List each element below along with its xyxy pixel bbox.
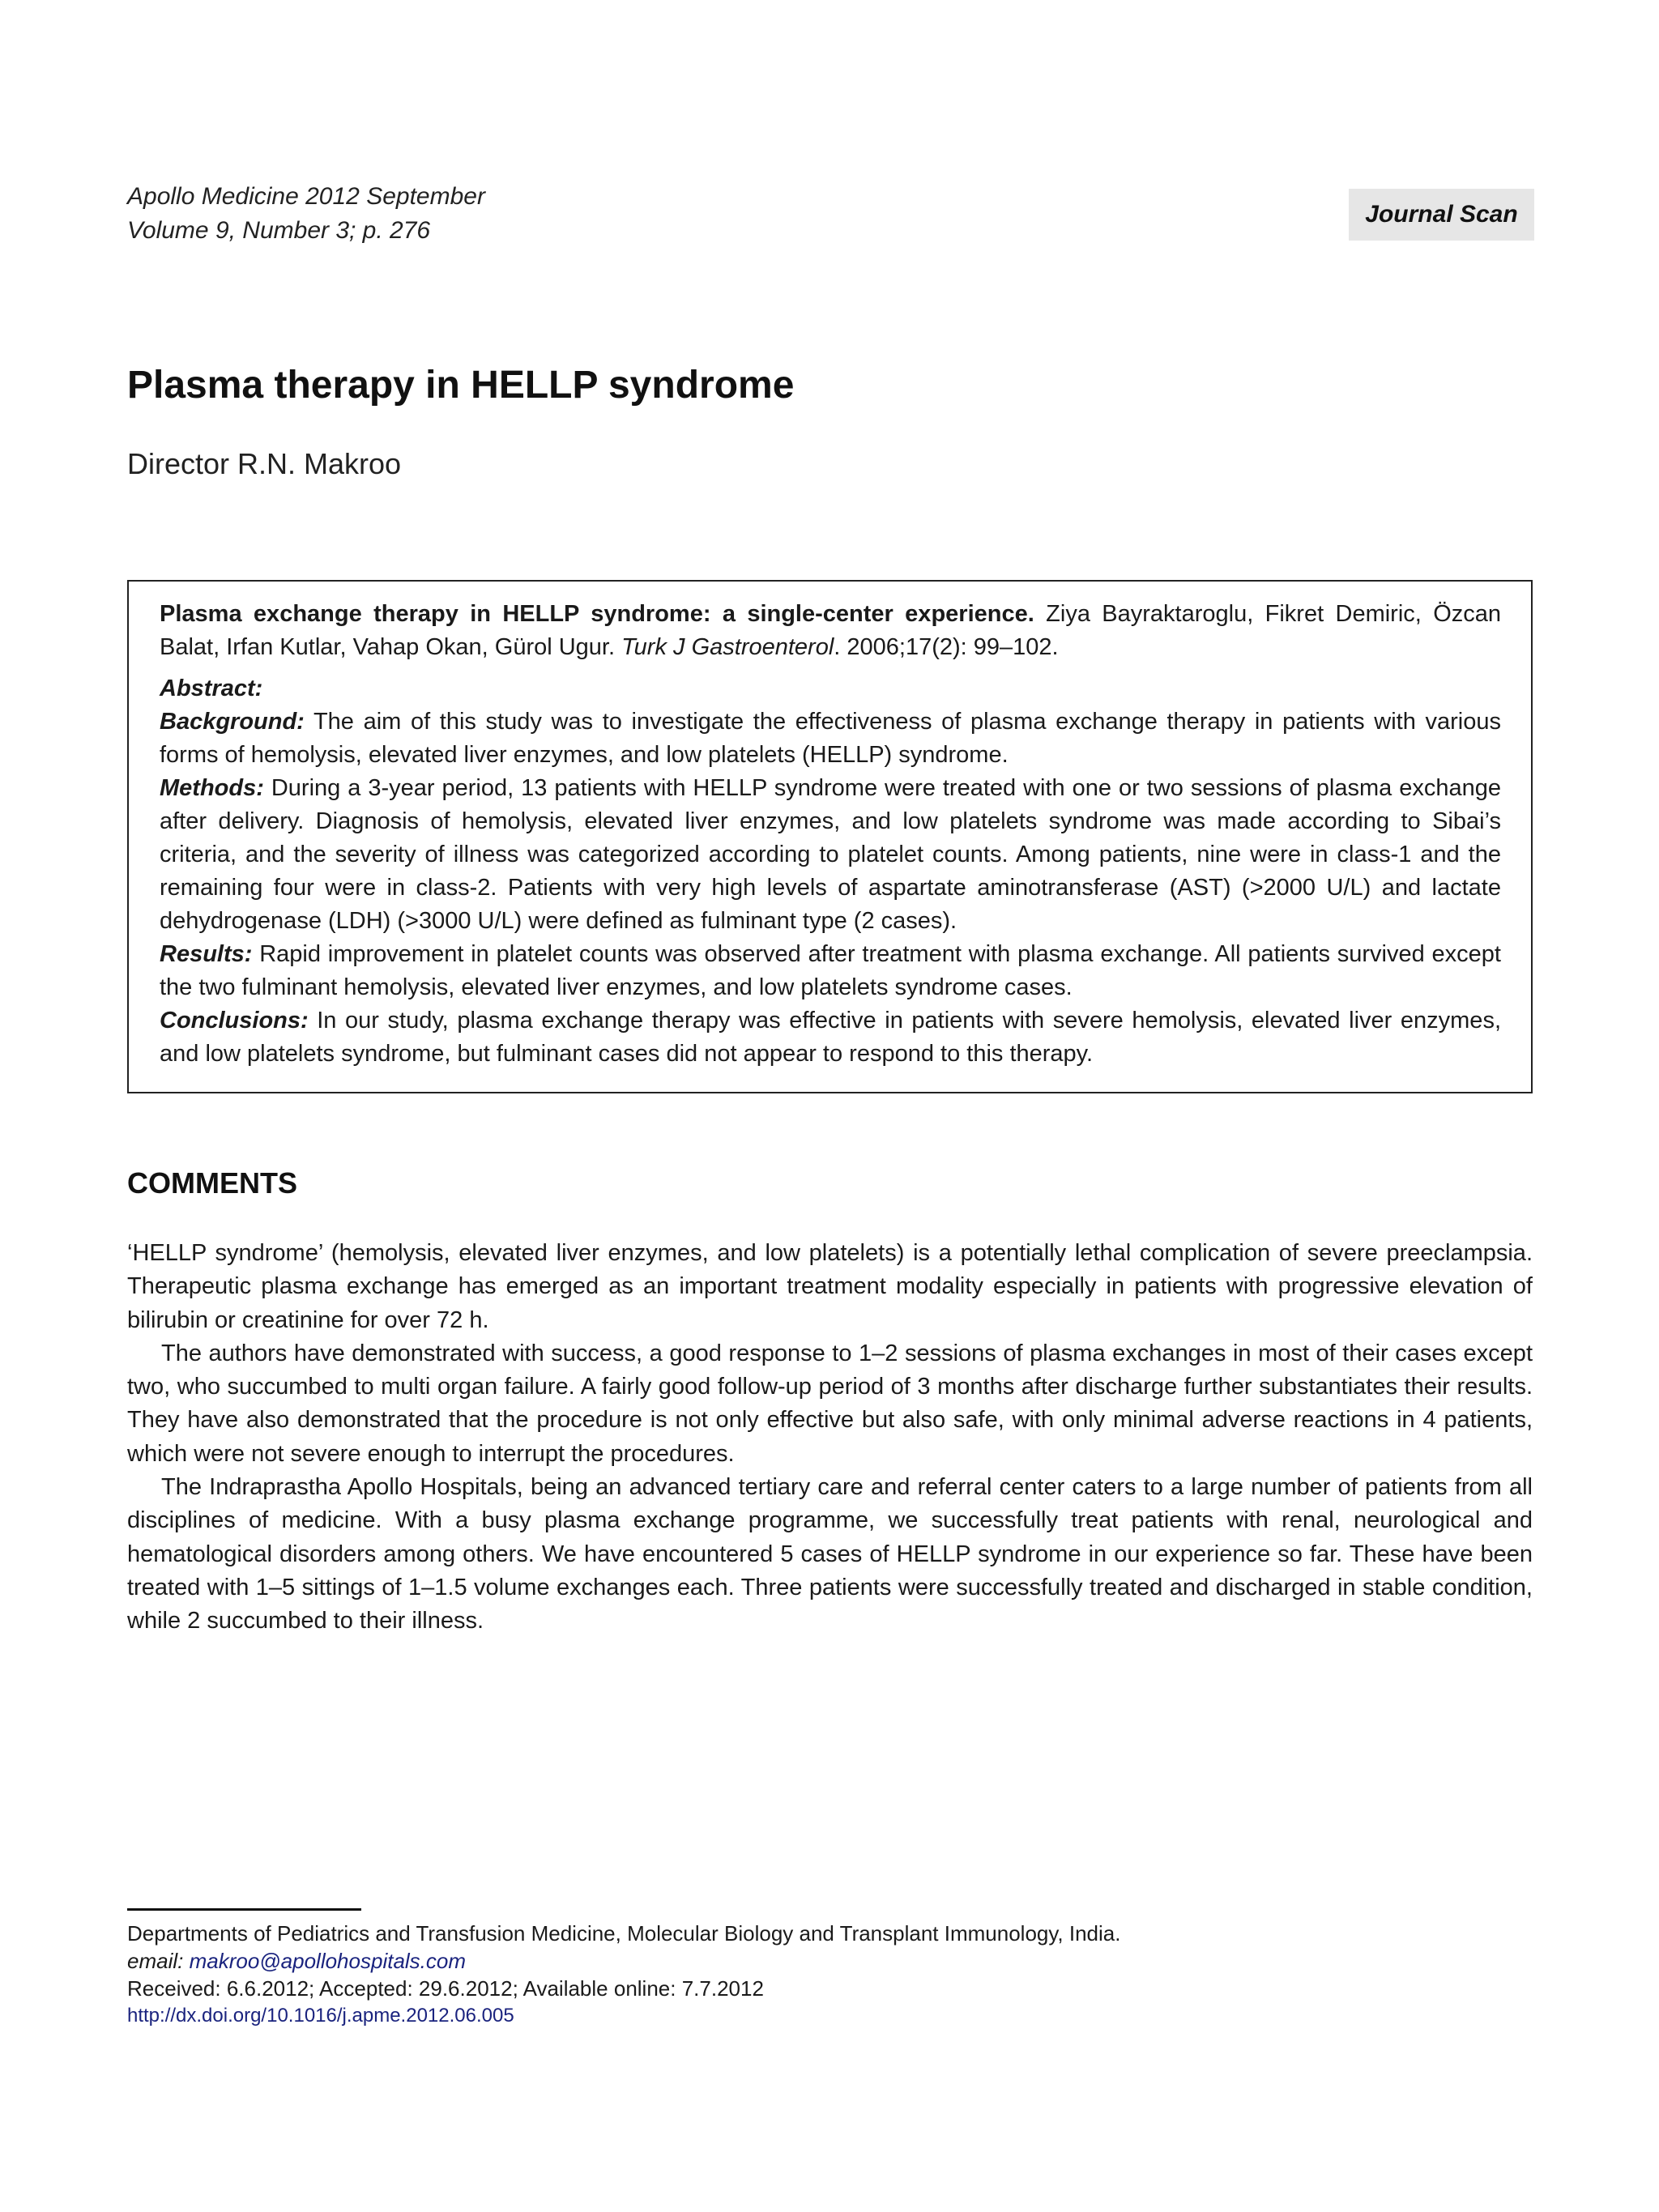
journal-scan-badge: Journal Scan [1349,189,1534,241]
journal-info [127,180,485,248]
abstract-label-line [160,672,1501,705]
footnotes [127,1920,1120,2030]
citation-details: . 2006;17(2): 99–102. [834,634,1059,660]
journal-issue-line: Apollo Medicine 2012 September [127,183,485,210]
email-link[interactable]: makroo@apollohospitals.com [189,1949,467,1973]
affiliation: Departments of Pediatrics and Transfusion Medicine, Molecular Biology and Transplant Immunology, India. [127,1921,1121,1946]
abstract-background [160,705,1501,772]
citation-journal: Turk J Gastroenterol [621,634,834,660]
background-text: The aim of this study was to investigate the effectiveness of plasma exchange therapy in patients with various forms of hemolysis, elevated liver enzymes, and low platelets (HELLP) syndrome. [160,709,1501,768]
footnote-divider [127,1908,361,1911]
methods-text: During a 3-year period, 13 patients with HELLP syndrome were treated with one or two sessions of plasma exchange after delivery. Diagnosis of hemolysis, elevated liver enzymes, and low platelets syndrome was made according to Sibai’s criteria, and the severity of illness was categorized according to platelet counts. Among patients, nine were in class-1 and the remaining four were in class-2. Patients with very high levels of aspartate aminotransferase (AST) (>2000 U/L) and lactate dehydrogenase (LDH) (>3000 U/L) were defined as fulminant type (2 cases). [160,775,1501,934]
journal-volume-line: Volume 9, Number 3; p. 276 [127,217,431,244]
email-label: email: [127,1949,190,1973]
citation [160,598,1501,664]
conclusions-label: Conclusions: [160,1008,309,1034]
abstract-methods [160,772,1501,938]
article-dates: Received: 6.6.2012; Accepted: 29.6.2012; Available online: 7.7.2012 [127,1976,764,2001]
article-author: Director R.N. Makroo [127,447,402,480]
abstract-label: Abstract: [160,676,263,701]
comments-paragraph: ‘HELLP syndrome’ (hemolysis, elevated liver enzymes, and low platelets) is a potentially lethal complication of severe preeclampsia. Therapeutic plasma exchange has emerged as an important treatment modality especially in patients with progressive elevation of bilirubin or creatinine for over 72 h. [127,1240,1533,1333]
abstract-conclusions [160,1004,1501,1071]
results-text: Rapid improvement in platelet counts was observed after treatment with plasma exchange. All patients survived except the two fulminant hemolysis, elevated liver enzymes, and low platelets syndrome cases. [160,941,1501,1000]
email-line [127,1947,1120,1975]
comments-heading: COMMENTS [127,1166,297,1200]
methods-label: Methods: [160,775,264,801]
doi-link[interactable]: http://dx.doi.org/10.1016/j.apme.2012.06.005 [127,2005,514,2027]
abstract-box [127,580,1533,1093]
abstract-results [160,938,1501,1004]
citation-title: Plasma exchange therapy in HELLP syndrome: a single-center experience. [160,601,1034,627]
comments-paragraph: The authors have demonstrated with success, a good response to 1–2 sessions of plasma exchanges in most of their cases except two, who succumbed to multi organ failure. A fairly good follow-up period of 3 months after discharge further substantiates their results. They have also demonstrated that the procedure is not only effective but also safe, with only minimal adverse reactions in 4 patients, which were not severe enough to interrupt the procedures. [127,1340,1533,1467]
results-label: Results: [160,941,253,967]
background-label: Background: [160,709,305,735]
comments-body [127,1237,1533,1639]
citation-authors: Ziya Bayraktaroglu, Fikret Demiric, Özcan Balat, Irfan Kutlar, Vahap Okan, Gürol Ugur. [160,601,1502,660]
conclusions-text: In our study, plasma exchange therapy was effective in patients with severe hemolysis, elevated liver enzymes, and low platelets syndrome, but fulminant cases did not appear to respond to this therapy. [160,1008,1501,1067]
article-title: Plasma therapy in HELLP syndrome [127,364,795,407]
comments-paragraph: The Indraprastha Apollo Hospitals, being an advanced tertiary care and referral center caters to a large number of patients from all disciplines of medicine. With a busy plasma exchange programme, we successfully treat patients with renal, neurological and hematological disorders among others. We have encountered 5 cases of HELLP syndrome in our experience so far. These have been treated with 1–5 sittings of 1–1.5 volume exchanges each. Three patients were successfully treated and discharged in stable condition, while 2 succumbed to their illness. [127,1474,1533,1634]
